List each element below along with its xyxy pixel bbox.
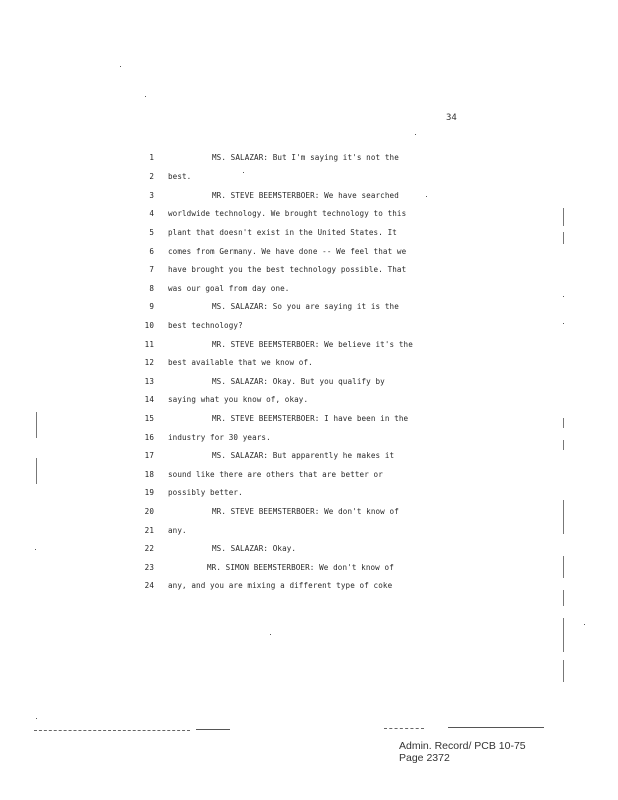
line-number: 8: [149, 284, 154, 293]
line-text: plant that doesn't exist in the United States. It: [168, 228, 397, 237]
page-number: 34: [446, 113, 457, 123]
scan-speck: [426, 196, 427, 197]
line-number: 16: [144, 433, 154, 442]
admin-record-line: Admin. Record/ PCB 10-75: [399, 740, 526, 752]
line-text: have brought you the best technology possible. That: [168, 265, 407, 274]
bottom-rule: [34, 730, 190, 731]
transcript-line: [0, 433, 618, 447]
margin-mark: [563, 660, 564, 682]
line-text: MR. SIMON BEEMSTERBOER: We don't know of: [207, 563, 394, 572]
line-number: 18: [144, 470, 154, 479]
line-text: comes from Germany. We have done -- We feel that we: [168, 247, 407, 256]
transcript-line: [0, 302, 618, 316]
margin-mark: [36, 412, 37, 438]
line-text: MS. SALAZAR: But I'm saying it's not the: [212, 153, 399, 162]
line-number: 17: [144, 451, 154, 460]
line-text: best.: [168, 172, 192, 181]
margin-mark: [563, 232, 564, 244]
scan-speck: [36, 718, 37, 719]
transcript-line: [0, 488, 618, 502]
line-text: any.: [168, 526, 187, 535]
line-text: MS. SALAZAR: But apparently he makes it: [212, 451, 395, 460]
line-number: 5: [149, 228, 154, 237]
admin-record-stamp: [399, 740, 526, 764]
line-number: 21: [144, 526, 154, 535]
line-text: sound like there are others that are better or: [168, 470, 383, 479]
line-number: 3: [149, 191, 154, 200]
transcript-line: [0, 172, 618, 186]
margin-mark: [563, 590, 564, 606]
bottom-rule: [448, 727, 544, 728]
line-number: 23: [144, 563, 154, 572]
scan-speck: [270, 634, 271, 635]
transcript-line: [0, 414, 618, 428]
line-number: 19: [144, 488, 154, 497]
transcript-line: [0, 228, 618, 242]
transcript-line: [0, 563, 618, 577]
line-number: 15: [144, 414, 154, 423]
line-text: MR. STEVE BEEMSTERBOER: We have searched: [212, 191, 399, 200]
margin-mark: [563, 440, 564, 450]
line-number: 6: [149, 247, 154, 256]
transcript-line: [0, 451, 618, 465]
line-text: best technology?: [168, 321, 243, 330]
scan-speck: [563, 323, 564, 324]
line-number: 9: [149, 302, 154, 311]
line-number: 2: [149, 172, 154, 181]
line-number: 10: [144, 321, 154, 330]
transcript-line: [0, 265, 618, 279]
line-text: worldwide technology. We brought technology to this: [168, 209, 407, 218]
line-number: 22: [144, 544, 154, 553]
transcript-line: [0, 284, 618, 298]
margin-mark: [563, 208, 564, 226]
bottom-rule: [196, 729, 230, 730]
line-number: 4: [149, 209, 154, 218]
line-text: MS. SALAZAR: So you are saying it is the: [212, 302, 399, 311]
transcript-line: [0, 470, 618, 484]
line-number: 7: [149, 265, 154, 274]
line-number: 12: [144, 358, 154, 367]
scan-speck: [35, 549, 36, 550]
transcript-line: [0, 377, 618, 391]
line-text: MR. STEVE BEEMSTERBOER: We don't know of: [212, 507, 399, 516]
transcript-line: [0, 507, 618, 521]
transcript-line: [0, 395, 618, 409]
transcript-line: [0, 526, 618, 540]
transcript-line: [0, 340, 618, 354]
line-text: MR. STEVE BEEMSTERBOER: We believe it's the: [212, 340, 413, 349]
line-text: MS. SALAZAR: Okay. But you qualify by: [212, 377, 385, 386]
line-text: was our goal from day one.: [168, 284, 290, 293]
transcript-line: [0, 321, 618, 335]
scan-speck: [243, 172, 244, 173]
transcript-line: [0, 358, 618, 372]
line-text: saying what you know of, okay.: [168, 395, 309, 404]
transcript-line: [0, 191, 618, 205]
line-text: any, and you are mixing a different type of coke: [168, 581, 393, 590]
line-number: 20: [144, 507, 154, 516]
bottom-rule: [384, 728, 424, 729]
transcript-line: [0, 153, 618, 167]
transcript-line: [0, 247, 618, 261]
scan-speck: [145, 96, 146, 97]
line-text: best available that we know of.: [168, 358, 313, 367]
scan-speck: [563, 296, 564, 297]
admin-record-page: Page 2372: [399, 752, 450, 764]
scan-speck: [415, 134, 416, 135]
line-number: 13: [144, 377, 154, 386]
scan-speck: [120, 66, 121, 67]
line-text: MS. SALAZAR: Okay.: [212, 544, 297, 553]
line-number: 24: [144, 581, 154, 590]
margin-mark: [563, 500, 564, 534]
transcript-line: [0, 581, 618, 595]
line-number: 1: [149, 153, 154, 162]
line-number: 11: [144, 340, 154, 349]
line-text: possibly better.: [168, 488, 243, 497]
scan-speck: [584, 624, 585, 625]
transcript-line: [0, 544, 618, 558]
transcript-line: [0, 209, 618, 223]
line-number: 14: [144, 395, 154, 404]
margin-mark: [563, 418, 564, 428]
margin-mark: [563, 556, 564, 578]
margin-mark: [36, 458, 37, 484]
margin-mark: [563, 618, 564, 652]
line-text: MR. STEVE BEEMSTERBOER: I have been in the: [212, 414, 409, 423]
line-text: industry for 30 years.: [168, 433, 271, 442]
